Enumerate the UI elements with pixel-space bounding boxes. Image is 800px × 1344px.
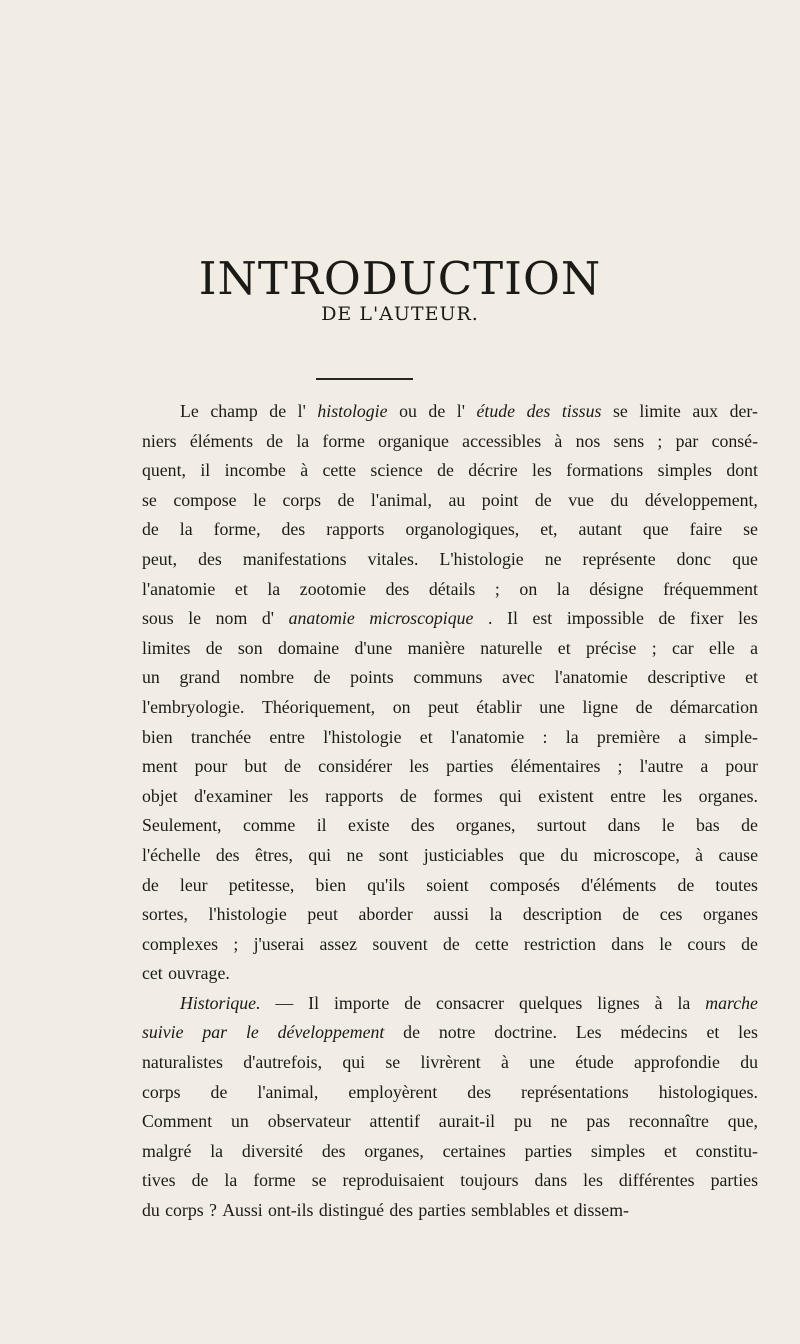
text-line: se compose le corps de l'animal, au point de vue du développement, [142,489,758,510]
text-line: l'embryologie. Théoriquement, on peut établir une ligne de démarcation [142,696,758,717]
text-line: de leur petitesse, bien qu'ils soient composés d'éléments de toutes [142,874,758,895]
text-line: limites de son domaine d'une manière naturelle et précise ; car elle a [142,637,758,658]
text-line: cet ouvrage. [142,963,230,984]
text-line: ment pour but de considérer les parties élémentaires ; l'autre a pour [142,756,758,777]
text-line: sortes, l'histologie peut aborder aussi la description de ces organes [142,904,758,925]
body-text [142,397,758,1226]
text-line: Le champ de l' histologie ou de l' étude des tissus se limite aux der- [180,401,758,421]
page-title: INTRODUCTION [198,252,602,306]
text-line: corps de l'animal, employèrent des représentations histologiques. [142,1081,758,1102]
text-line: du corps ? Aussi ont-ils distingué des parties semblables et dissem- [142,1200,629,1221]
page-subtitle: DE L'AUTEUR. [321,303,479,325]
text-line: objet d'examiner les rapports de formes qui existent entre les organes. [142,785,758,806]
text-line: suivie par le développement de notre doctrine. Les médecins et les [142,1022,758,1043]
text-line: naturalistes d'autrefois, qui se livrèrent à une étude approfondie du [142,1052,758,1073]
text-line: l'anatomie et la zootomie des détails ; on la désigne fréquemment [142,578,758,599]
text-line: de la forme, des rapports organologiques, et, autant que faire se [142,519,758,540]
text-line: bien tranchée entre l'histologie et l'anatomie : la première a simple- [142,726,758,747]
text-line: Historique. — Il importe de consacrer quelques lignes à la marche [180,992,758,1013]
text-line: peut, des manifestations vitales. L'histologie ne représente donc que [142,548,758,569]
text-line: niers éléments de la forme organique accessibles à nos sens ; par consé- [142,430,758,451]
text-line: Comment un observateur attentif aurait-il pu ne pas reconnaître que, [142,1111,758,1132]
title-divider [316,378,413,380]
text-line: Seulement, comme il existe des organes, surtout dans le bas de [142,815,758,836]
text-line: complexes ; j'userai assez souvent de cette restriction dans le cours de [142,933,758,954]
text-line: tives de la forme se reproduisaient toujours dans les différentes parties [142,1170,758,1191]
text-line: sous le nom d' anatomie microscopique . Il est impossible de fixer les [142,608,758,629]
text-line: quent, il incombe à cette science de décrire les formations simples dont [142,460,758,481]
text-line: l'échelle des êtres, qui ne sont justiciables que du microscope, à cause [142,844,758,865]
text-line: malgré la diversité des organes, certaines parties simples et constitu- [142,1140,758,1161]
text-line: un grand nombre de points communs avec l'anatomie descriptive et [142,667,758,688]
